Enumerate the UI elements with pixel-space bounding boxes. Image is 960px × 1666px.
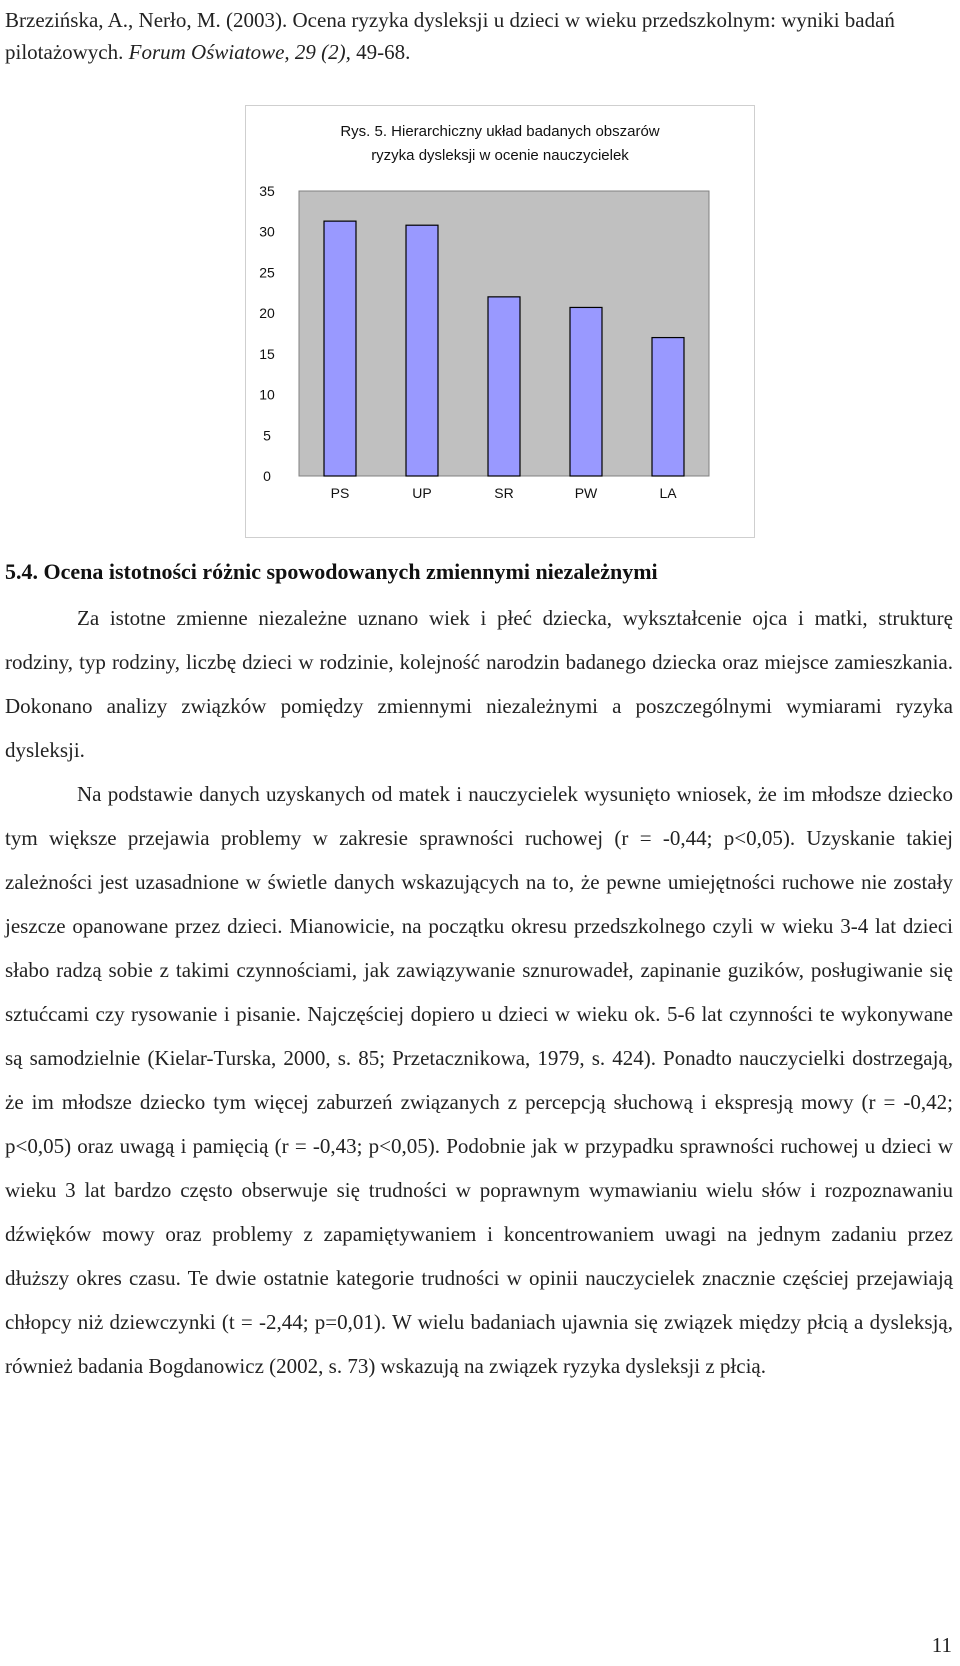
chart-figure — [245, 105, 755, 538]
section-heading: 5.4. Ocena istotności różnic spowodowanych zmiennymi niezależnymi — [5, 559, 658, 584]
chart-title-line-2: ryzyka dysleksji w ocenie nauczycielek — [371, 147, 629, 164]
y-tick-label: 35 — [259, 183, 275, 199]
body-text — [5, 596, 953, 1388]
y-tick-label: 20 — [259, 305, 275, 322]
y-tick-label: 30 — [259, 223, 275, 240]
x-tick-label: UP — [412, 485, 432, 501]
bar-pw — [570, 307, 602, 476]
citation-authors-title: Brzezińska, A., Nerło, M. (2003). Ocena ryzyka dysleksji u dzieci w wieku przedszkolnym: wyniki badań pilotażowych. — [5, 8, 895, 64]
x-tick-label: PW — [574, 485, 598, 501]
paragraph-2: Na podstawie danych uzyskanych od matek i nauczycielek wysunięto wniosek, że im młodsze dziecko tym większe przejawia problemy w zakresie sprawności ruchowej (r = -0,44; p<0,05). Uzyskanie takiej zależności jest uzasadnione w świetle danych wskazujących na to, że pewne umiejętności ruchowe nie zostały jeszcze opanowane przez dzieci. Mianowicie, na początku okresu przedszkolnego czyli w wieku 3-4 lat dzieci słabo radzą sobie z takimi czynnościami, jak zawiązywanie sznurowadeł, zapinanie guzików, posługiwanie się sztućcami czy rysowanie i pisanie. Najczęściej dopiero u dzieci w wieku ok. 5-6 lat czynności te wykonywane są samodzielnie (Kielar-Turska, 2000, s. 85; Przetacznikowa, 1979, s. 424). Ponadto nauczycielki dostrzegają, że im młodsze dziecko tym więcej zaburzeń związanych z percepcją słuchową i ekspresją mowy (r = -0,42; p<0,05) oraz uwagą i pamięcią (r = -0,43; p<0,05). Podobnie jak w przypadku sprawności ruchowej u dzieci w wieku 3 lat bardzo często obserwuje się trudności w poprawnym wymawianiu wielu słów i rozpoznawaniu dźwięków mowy oraz problemy z zapamiętywaniem i koncentrowaniem uwagi na jednym zadaniu przez dłuższy okres czasu. Te dwie ostatnie kategorie trudności w opinii nauczycielek znacznie częściej przejawiają chłopcy niż dziewczynki (t = -2,44; p=0,01). W wielu badaniach ujawnia się związek między płcią a dysleksją, również badania Bogdanowicz (2002, s. 73) wskazują na związek ryzyka dysleksji z płcią. — [5, 782, 953, 1378]
citation-header — [5, 4, 950, 68]
page-number: 11 — [931, 1633, 952, 1657]
bar-ps — [324, 221, 356, 476]
bar-chart — [246, 106, 754, 537]
y-tick-label: 25 — [259, 264, 275, 281]
bar-up — [406, 225, 438, 476]
y-tick-label: 0 — [263, 468, 271, 484]
chart-title-line-1: Rys. 5. Hierarchiczny układ badanych obszarów — [340, 123, 660, 140]
y-tick-label: 15 — [259, 345, 275, 362]
x-tick-label: SR — [494, 485, 514, 501]
y-tick-label: 5 — [263, 427, 271, 444]
x-tick-label: LA — [659, 485, 677, 501]
bar-sr — [488, 297, 520, 476]
citation-journal: Forum Oświatowe, 29 (2), — [128, 40, 351, 64]
paragraph-1: Za istotne zmienne niezależne uznano wiek i płeć dziecka, wykształcenie ojca i matki, strukturę rodziny, typ rodziny, liczbę dzieci w rodzinie, kolejność narodzin badanego dziecka oraz miejsce zamieszkania. Dokonano analizy związków pomiędzy zmiennymi niezależnymi a poszczególnymi wymiarami ryzyka dysleksji. — [5, 606, 953, 762]
y-tick-label: 10 — [259, 386, 275, 403]
bar-la — [652, 338, 684, 476]
citation-pages: 49-68. — [356, 40, 411, 64]
x-tick-label: PS — [330, 485, 350, 501]
